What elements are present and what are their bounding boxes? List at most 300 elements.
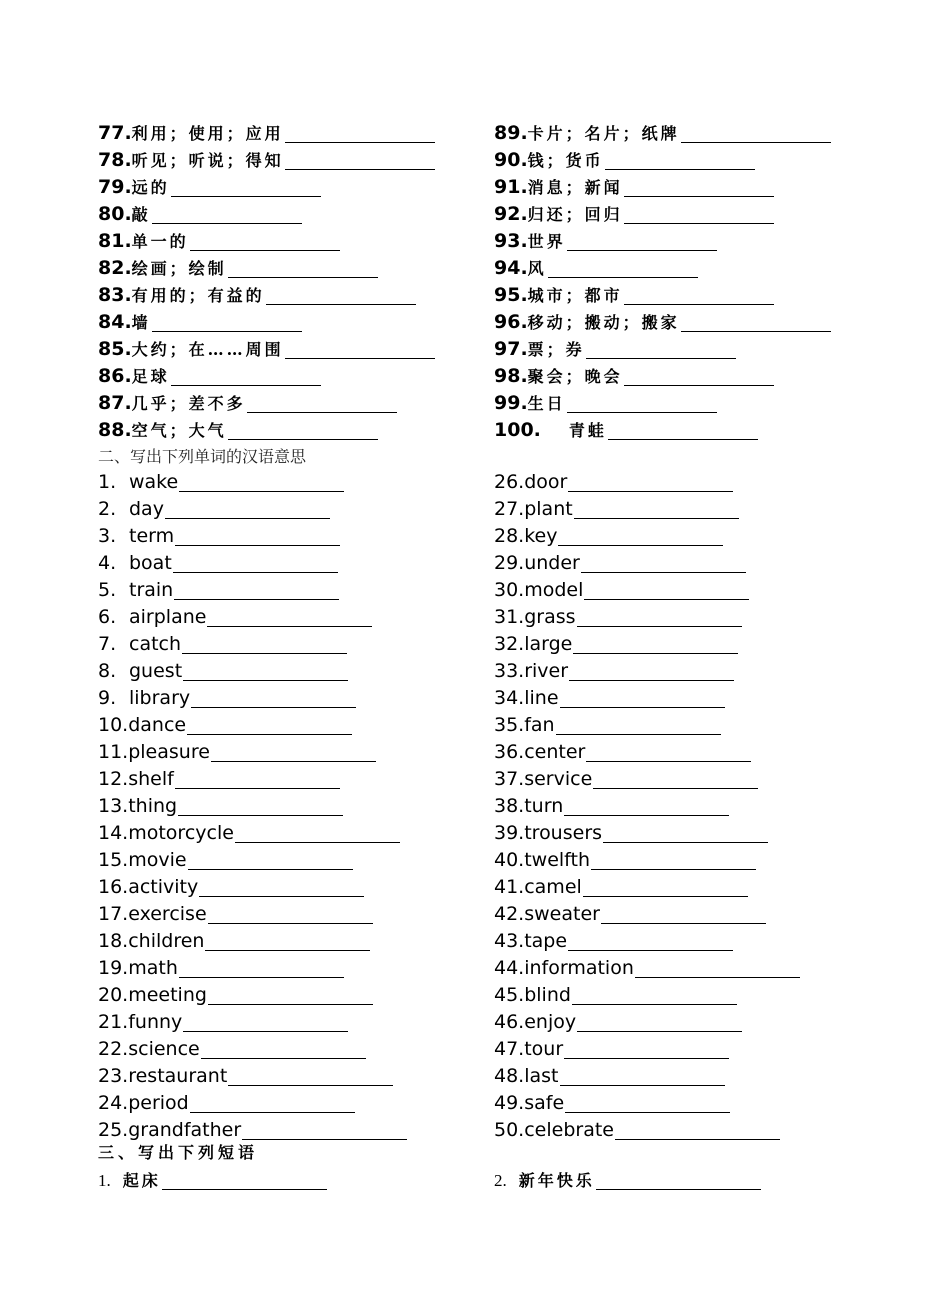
- item-number: 77.: [98, 122, 132, 144]
- item-number: 25.: [98, 1119, 129, 1141]
- item-number: 7.: [98, 633, 117, 655]
- vocab-item: [98, 496, 330, 523]
- english-word: activity: [128, 876, 199, 898]
- item-number: 22.: [98, 1038, 129, 1060]
- phrase-item: [98, 1167, 327, 1194]
- vocab-item: [98, 874, 364, 901]
- english-word: model: [524, 579, 584, 601]
- answer-blank[interactable]: [624, 365, 774, 386]
- item-number: 48.: [494, 1065, 525, 1087]
- vocab-item: [494, 120, 831, 147]
- item-number: 24.: [98, 1092, 129, 1114]
- chinese-meaning: 聚会；晚会: [527, 367, 623, 386]
- english-word: camel: [524, 876, 582, 898]
- item-number: 15.: [98, 849, 129, 871]
- item-number: 90.: [494, 149, 528, 171]
- english-word: library: [129, 687, 191, 709]
- vocab-item: [98, 685, 356, 712]
- vocab-item: [494, 712, 721, 739]
- vocab-item: [98, 793, 343, 820]
- item-number: 84.: [98, 311, 132, 333]
- vocab-item: [494, 550, 746, 577]
- vocab-item: [98, 928, 370, 955]
- item-number: 79.: [98, 176, 132, 198]
- vocab-item: [98, 766, 340, 793]
- english-word: plant: [524, 498, 573, 520]
- chinese-meaning: 票；券: [527, 340, 585, 359]
- item-number: 2.: [98, 498, 117, 520]
- answer-blank[interactable]: [615, 1119, 780, 1140]
- english-word: term: [129, 525, 175, 547]
- vocab-item: [98, 847, 353, 874]
- english-word: meeting: [128, 984, 207, 1006]
- vocab-item: [98, 820, 400, 847]
- chinese-meaning: 大约；在……周围: [131, 340, 284, 359]
- answer-blank[interactable]: [152, 203, 302, 224]
- item-number: 43.: [494, 930, 525, 952]
- answer-blank[interactable]: [593, 768, 758, 789]
- answer-blank[interactable]: [199, 876, 364, 897]
- item-number: 18.: [98, 930, 129, 952]
- english-word: turn: [524, 795, 564, 817]
- vocab-item: [494, 390, 717, 417]
- vocab-item: [98, 201, 302, 228]
- chinese-meaning: 绘画；绘制: [131, 259, 227, 278]
- vocab-item: [494, 1117, 780, 1144]
- english-word: airplane: [129, 606, 207, 628]
- english-word: sweater: [524, 903, 600, 925]
- chinese-meaning: 世界: [527, 232, 566, 251]
- english-word: boat: [129, 552, 172, 574]
- vocab-item: [494, 282, 774, 309]
- item-number: 23.: [98, 1065, 129, 1087]
- english-word: under: [524, 552, 580, 574]
- item-number: 30.: [494, 579, 525, 601]
- item-number: 85.: [98, 338, 132, 360]
- vocab-item: [494, 955, 800, 982]
- answer-blank[interactable]: [572, 984, 737, 1005]
- item-number: 94.: [494, 257, 528, 279]
- answer-blank[interactable]: [165, 498, 330, 519]
- item-number: 34.: [494, 687, 525, 709]
- item-number: 47.: [494, 1038, 525, 1060]
- answer-blank[interactable]: [605, 149, 755, 170]
- item-number: 96.: [494, 311, 528, 333]
- vocab-item: [494, 336, 736, 363]
- item-number: 1.: [98, 1171, 111, 1190]
- chinese-meaning: 归还；回归: [527, 205, 623, 224]
- english-word: science: [128, 1038, 200, 1060]
- answer-blank[interactable]: [583, 876, 748, 897]
- answer-blank[interactable]: [201, 1038, 366, 1059]
- vocab-item: [98, 982, 373, 1009]
- english-word: information: [524, 957, 634, 979]
- answer-blank[interactable]: [266, 284, 416, 305]
- chinese-meaning: 敲: [131, 205, 151, 224]
- english-word: movie: [128, 849, 187, 871]
- english-word: day: [129, 498, 164, 520]
- answer-blank[interactable]: [175, 525, 340, 546]
- answer-blank[interactable]: [285, 338, 435, 359]
- item-number: 28.: [494, 525, 525, 547]
- answer-blank[interactable]: [568, 471, 733, 492]
- item-number: 46.: [494, 1011, 525, 1033]
- chinese-meaning: 空气；大气: [131, 421, 227, 440]
- item-number: 82.: [98, 257, 132, 279]
- answer-blank[interactable]: [635, 957, 800, 978]
- chinese-meaning: 卡片；名片；纸牌: [527, 124, 680, 143]
- vocab-item: [98, 577, 339, 604]
- english-word: last: [524, 1065, 559, 1087]
- vocab-item: [98, 1063, 393, 1090]
- answer-blank[interactable]: [178, 795, 343, 816]
- vocab-item: [98, 739, 376, 766]
- english-word: line: [524, 687, 559, 709]
- answer-blank[interactable]: [179, 957, 344, 978]
- answer-blank[interactable]: [568, 930, 733, 951]
- answer-blank[interactable]: [601, 903, 766, 924]
- answer-blank[interactable]: [569, 660, 734, 681]
- answer-blank[interactable]: [624, 284, 774, 305]
- answer-blank[interactable]: [211, 741, 376, 762]
- english-word: grandfather: [128, 1119, 242, 1141]
- vocab-item: [494, 766, 758, 793]
- answer-blank[interactable]: [564, 795, 729, 816]
- english-word: thing: [128, 795, 178, 817]
- answer-blank[interactable]: [187, 714, 352, 735]
- item-number: 4.: [98, 552, 117, 574]
- vocab-item: [98, 417, 378, 444]
- answer-blank[interactable]: [567, 230, 717, 251]
- answer-blank[interactable]: [567, 392, 717, 413]
- item-number: 13.: [98, 795, 129, 817]
- chinese-meaning: 听见；听说；得知: [131, 151, 284, 170]
- answer-blank[interactable]: [558, 525, 723, 546]
- item-number: 29.: [494, 552, 525, 574]
- vocab-item: [494, 847, 756, 874]
- item-number: 36.: [494, 741, 525, 763]
- vocab-item: [494, 228, 717, 255]
- answer-blank[interactable]: [174, 579, 339, 600]
- vocab-item: [98, 712, 352, 739]
- item-number: 86.: [98, 365, 132, 387]
- part3-heading: 三、写出下列短语: [98, 1143, 259, 1162]
- vocab-item: [98, 631, 347, 658]
- item-number: 26.: [494, 471, 525, 493]
- item-number: 16.: [98, 876, 129, 898]
- item-number: 95.: [494, 284, 528, 306]
- vocab-item: [98, 120, 435, 147]
- answer-blank[interactable]: [591, 849, 756, 870]
- vocab-item: [494, 147, 755, 174]
- english-word: guest: [129, 660, 183, 682]
- vocab-item: [494, 793, 729, 820]
- english-word: blind: [524, 984, 571, 1006]
- answer-blank[interactable]: [581, 552, 746, 573]
- item-number: 21.: [98, 1011, 129, 1033]
- item-number: 35.: [494, 714, 525, 736]
- item-number: 27.: [494, 498, 525, 520]
- answer-blank[interactable]: [548, 257, 698, 278]
- answer-blank[interactable]: [182, 633, 347, 654]
- english-word: children: [128, 930, 205, 952]
- chinese-phrase: 新年快乐: [518, 1171, 595, 1190]
- english-word: motorcycle: [128, 822, 234, 844]
- vocab-item: [98, 550, 338, 577]
- vocab-item: [98, 523, 340, 550]
- answer-blank[interactable]: [179, 471, 344, 492]
- vocab-item: [494, 577, 749, 604]
- answer-blank[interactable]: [573, 633, 738, 654]
- item-number: 1.: [98, 471, 117, 493]
- vocab-item: [98, 255, 378, 282]
- english-word: celebrate: [524, 1119, 614, 1141]
- vocab-item: [494, 1090, 730, 1117]
- chinese-meaning: 墙: [131, 313, 151, 332]
- item-number: 17.: [98, 903, 129, 925]
- item-number: 14.: [98, 822, 129, 844]
- item-number: 87.: [98, 392, 132, 414]
- answer-blank[interactable]: [556, 714, 721, 735]
- vocab-item: [98, 282, 416, 309]
- chinese-phrase: 起床: [122, 1171, 161, 1190]
- vocab-item: [98, 658, 348, 685]
- item-number: 88.: [98, 419, 132, 441]
- answer-blank[interactable]: [228, 1065, 393, 1086]
- chinese-meaning: 远的: [131, 178, 170, 197]
- answer-blank[interactable]: [681, 311, 831, 332]
- answer-blank[interactable]: [171, 365, 321, 386]
- english-word: dance: [128, 714, 187, 736]
- answer-blank[interactable]: [171, 176, 321, 197]
- english-word: math: [128, 957, 178, 979]
- answer-blank[interactable]: [681, 122, 831, 143]
- item-number: 97.: [494, 338, 528, 360]
- vocab-item: [98, 309, 302, 336]
- item-number: 83.: [98, 284, 132, 306]
- item-number: 31.: [494, 606, 525, 628]
- item-number: 89.: [494, 122, 528, 144]
- answer-blank[interactable]: [577, 606, 742, 627]
- item-number: 100.: [494, 419, 541, 441]
- answer-blank[interactable]: [162, 1169, 327, 1190]
- item-number: 10.: [98, 714, 129, 736]
- answer-blank[interactable]: [152, 311, 302, 332]
- english-word: train: [129, 579, 174, 601]
- chinese-meaning: 消息；新闻: [527, 178, 623, 197]
- answer-blank[interactable]: [285, 149, 435, 170]
- answer-blank[interactable]: [183, 660, 348, 681]
- chinese-meaning: 有用的；有益的: [131, 286, 265, 305]
- english-word: pleasure: [128, 741, 210, 763]
- answer-blank[interactable]: [183, 1011, 348, 1032]
- chinese-meaning: 足球: [131, 367, 170, 386]
- item-number: 33.: [494, 660, 525, 682]
- item-number: 40.: [494, 849, 525, 871]
- vocab-item: [494, 255, 698, 282]
- item-number: 19.: [98, 957, 129, 979]
- chinese-meaning: 单一的: [131, 232, 189, 251]
- item-number: 6.: [98, 606, 117, 628]
- chinese-meaning: 利用；使用；应用: [131, 124, 284, 143]
- english-word: grass: [524, 606, 576, 628]
- phrase-item: [494, 1167, 761, 1194]
- vocab-item: [494, 363, 774, 390]
- answer-blank[interactable]: [175, 768, 340, 789]
- chinese-meaning: 生日: [527, 394, 566, 413]
- item-number: 78.: [98, 149, 132, 171]
- vocab-item: [494, 469, 733, 496]
- item-number: 20.: [98, 984, 129, 1006]
- english-word: trousers: [524, 822, 603, 844]
- vocab-item: [98, 1009, 348, 1036]
- item-number: 37.: [494, 768, 525, 790]
- vocab-item: [494, 523, 723, 550]
- item-number: 91.: [494, 176, 528, 198]
- english-word: service: [524, 768, 593, 790]
- item-number: 93.: [494, 230, 528, 252]
- item-number: 80.: [98, 203, 132, 225]
- item-number: 3.: [98, 525, 117, 547]
- item-number: 99.: [494, 392, 528, 414]
- item-number: 5.: [98, 579, 117, 601]
- vocab-item: [494, 417, 758, 444]
- vocab-item: [494, 685, 725, 712]
- answer-blank[interactable]: [247, 392, 397, 413]
- english-word: tour: [524, 1038, 564, 1060]
- vocab-item: [494, 739, 751, 766]
- answer-blank[interactable]: [584, 579, 749, 600]
- vocab-item: [494, 982, 737, 1009]
- item-number: 49.: [494, 1092, 525, 1114]
- answer-blank[interactable]: [208, 903, 373, 924]
- answer-blank[interactable]: [228, 419, 378, 440]
- answer-blank[interactable]: [207, 606, 372, 627]
- answer-blank[interactable]: [564, 1038, 729, 1059]
- answer-blank[interactable]: [190, 230, 340, 251]
- vocab-item: [494, 901, 766, 928]
- chinese-meaning: 城市；都市: [527, 286, 623, 305]
- vocab-item: [98, 363, 321, 390]
- answer-blank[interactable]: [596, 1169, 761, 1190]
- vocab-item: [98, 901, 373, 928]
- item-number: 44.: [494, 957, 525, 979]
- answer-blank[interactable]: [608, 419, 758, 440]
- answer-blank[interactable]: [205, 930, 370, 951]
- vocab-item: [494, 658, 734, 685]
- item-number: 38.: [494, 795, 525, 817]
- item-number: 32.: [494, 633, 525, 655]
- english-word: funny: [128, 1011, 183, 1033]
- vocab-item: [494, 928, 733, 955]
- answer-blank[interactable]: [208, 984, 373, 1005]
- answer-blank[interactable]: [173, 552, 338, 573]
- vocab-item: [494, 496, 739, 523]
- chinese-meaning: 钱；货币: [527, 151, 604, 170]
- answer-blank[interactable]: [560, 1065, 725, 1086]
- answer-blank[interactable]: [586, 741, 751, 762]
- english-word: catch: [129, 633, 182, 655]
- vocab-item: [98, 336, 435, 363]
- vocab-item: [98, 390, 397, 417]
- vocab-item: [98, 604, 372, 631]
- answer-blank[interactable]: [285, 122, 435, 143]
- english-word: exercise: [128, 903, 207, 925]
- vocab-item: [494, 309, 831, 336]
- item-number: 92.: [494, 203, 528, 225]
- vocab-item: [98, 147, 435, 174]
- vocab-item: [494, 1009, 742, 1036]
- english-word: twelfth: [524, 849, 591, 871]
- vocab-item: [98, 1090, 355, 1117]
- chinese-meaning: 青蛙: [568, 421, 607, 440]
- english-word: wake: [129, 471, 179, 493]
- item-number: 98.: [494, 365, 528, 387]
- answer-blank[interactable]: [190, 1092, 355, 1113]
- answer-blank[interactable]: [235, 822, 400, 843]
- answer-blank[interactable]: [188, 849, 353, 870]
- item-number: 81.: [98, 230, 132, 252]
- chinese-meaning: 风: [527, 259, 547, 278]
- chinese-meaning: 移动；搬动；搬家: [527, 313, 680, 332]
- item-number: 9.: [98, 687, 117, 709]
- answer-blank[interactable]: [191, 687, 356, 708]
- vocab-item: [98, 955, 344, 982]
- english-word: period: [128, 1092, 189, 1114]
- vocab-item: [494, 201, 774, 228]
- item-number: 8.: [98, 660, 117, 682]
- english-word: restaurant: [128, 1065, 228, 1087]
- answer-blank[interactable]: [574, 498, 739, 519]
- vocab-item: [494, 1036, 729, 1063]
- answer-blank[interactable]: [603, 822, 768, 843]
- item-number: 41.: [494, 876, 525, 898]
- vocab-item: [98, 174, 321, 201]
- english-word: door: [524, 471, 568, 493]
- item-number: 42.: [494, 903, 525, 925]
- item-number: 39.: [494, 822, 525, 844]
- answer-blank[interactable]: [624, 176, 774, 197]
- vocab-item: [494, 174, 774, 201]
- vocab-item: [98, 469, 344, 496]
- item-number: 12.: [98, 768, 129, 790]
- answer-blank[interactable]: [565, 1092, 730, 1113]
- english-word: center: [524, 741, 586, 763]
- answer-blank[interactable]: [586, 338, 736, 359]
- vocab-item: [98, 228, 340, 255]
- english-word: river: [524, 660, 569, 682]
- vocab-item: [494, 631, 738, 658]
- vocab-item: [494, 1063, 725, 1090]
- english-word: fan: [524, 714, 555, 736]
- vocab-item: [494, 820, 768, 847]
- vocab-item: [98, 1036, 366, 1063]
- item-number: 50.: [494, 1119, 525, 1141]
- item-number: 2.: [494, 1171, 507, 1190]
- english-word: shelf: [128, 768, 174, 790]
- item-number: 11.: [98, 741, 129, 763]
- english-word: safe: [524, 1092, 565, 1114]
- part2-heading: 二、写出下列单词的汉语意思: [98, 447, 307, 466]
- vocab-item: [494, 604, 742, 631]
- vocab-item: [494, 874, 748, 901]
- answer-blank[interactable]: [624, 203, 774, 224]
- answer-blank[interactable]: [228, 257, 378, 278]
- answer-blank[interactable]: [560, 687, 725, 708]
- answer-blank[interactable]: [577, 1011, 742, 1032]
- english-word: large: [524, 633, 573, 655]
- answer-blank[interactable]: [242, 1119, 407, 1140]
